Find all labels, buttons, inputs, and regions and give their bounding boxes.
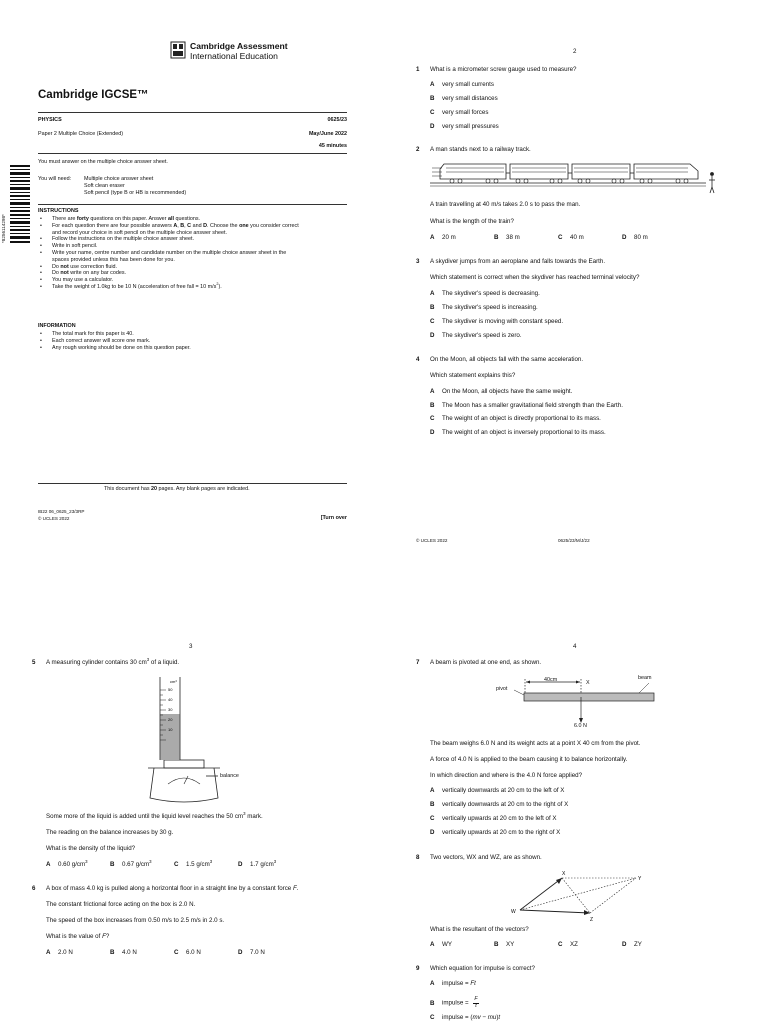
page-title: Cambridge IGCSE™ xyxy=(38,89,149,101)
option: B The Moon has a smaller gravitational field strength than the Earth. xyxy=(430,402,623,409)
information-item: • The total mark for this paper is 40. xyxy=(38,331,191,338)
cylinder-tick: 40 xyxy=(168,697,173,702)
option: C vertically upwards at 20 cm to the left of X xyxy=(430,815,557,822)
cambridge-crest-icon xyxy=(170,41,186,59)
option: C The skydiver is moving with constant speed. xyxy=(430,318,564,325)
question-number: 1 xyxy=(416,66,420,73)
answer-sheet-note: You must answer on the multiple choice answer sheet. xyxy=(38,159,168,165)
instruction-item: • Write your name, centre number and candidate number on the multiple choice answer sheet in the spaces provided unless this has been done for you. xyxy=(38,250,299,264)
question-number: 4 xyxy=(416,356,420,363)
divider xyxy=(38,483,347,484)
information-item: • Any rough working should be done on this question paper. xyxy=(38,345,191,352)
question-line: What is the length of the train? xyxy=(430,218,514,225)
question-text: A measuring cylinder contains 30 $cm^3$ of a liquid. xyxy=(46,656,180,666)
cylinder-tick: 30 xyxy=(168,707,173,712)
page-4 xyxy=(384,580,768,1024)
option: D ZY xyxy=(622,941,642,948)
logo-line-2: International Education xyxy=(190,51,278,61)
question-line: A force of 4.0 N is applied to the beam causing it to balance horizontally. xyxy=(430,756,628,763)
question-text: On the Moon, all objects fall with the same acceleration. xyxy=(430,356,584,363)
option: D The skydiver's speed is zero. xyxy=(430,332,522,339)
barcode-icon xyxy=(10,165,30,243)
cylinder-unit: cm³ xyxy=(170,679,177,684)
option: A The skydiver's speed is decreasing. xyxy=(430,290,540,297)
question-text: A man stands next to a railway track. xyxy=(430,146,531,153)
option: B 0.67 $g/cm^3$ xyxy=(110,858,152,868)
need-item: Multiple choice answer sheet xyxy=(84,176,154,182)
information-list xyxy=(38,331,191,351)
option: B 4.0 N xyxy=(110,949,137,956)
vector-label-x: X xyxy=(562,871,566,877)
logo-line-1: Cambridge Assessment xyxy=(190,41,288,51)
beam-label: beam xyxy=(638,675,652,681)
instruction-item: • Do not use correction fluid. xyxy=(38,264,299,271)
cover-page xyxy=(0,0,384,560)
question-line: Which statement is correct when the skydiver has reached terminal velocity? xyxy=(430,274,640,281)
option: C The weight of an object is directly proportional to its mass. xyxy=(430,415,601,422)
point-x-label: X xyxy=(586,680,590,686)
instruction-item: • There are forty questions on this paper. Answer all questions. xyxy=(38,216,299,223)
vector-label-z: Z xyxy=(590,917,594,922)
subject: PHYSICS xyxy=(38,117,62,123)
option: C 40 m xyxy=(558,234,584,241)
question-line: Which statement explains this? xyxy=(430,372,516,379)
question-text: Which equation for impulse is correct? xyxy=(430,965,535,972)
option: D 1.7 $g/cm^3$ xyxy=(238,858,277,868)
divider xyxy=(38,153,347,154)
instruction-item: • Follow the instructions on the multiple choice answer sheet. xyxy=(38,236,299,243)
option: B XY xyxy=(494,941,515,948)
question-line: What is the resultant of the vectors? xyxy=(430,926,529,933)
need-item: Soft clean eraser xyxy=(84,183,125,189)
question-line: What is the density of the liquid? xyxy=(46,845,136,852)
option: A very small currents xyxy=(430,81,494,88)
information-item: • Each correct answer will score one mark. xyxy=(38,338,191,345)
question-text: A box of mass 4.0 kg is pulled along a horizontal floor in a straight line by a constant force F. xyxy=(46,885,299,892)
instruction-item: • Take the weight of 1.0kg to be 10 N (acceleration of free fall = 10 $m/s^2$). xyxy=(38,284,299,291)
option: B impulse = $\frac{F}{t}$ xyxy=(430,996,478,1009)
question-line: A train travelling at 40 m/s takes 2.0 s to pass the man. xyxy=(430,201,581,208)
turn-over: [Turn over xyxy=(320,515,347,521)
question-number: 7 xyxy=(416,659,420,666)
question-text: Two vectors, WX and WZ, are as shown. xyxy=(430,854,542,861)
instruction-item: • Do not write on any bar codes. xyxy=(38,270,299,277)
question-text: What is a micrometer screw gauge used to measure? xyxy=(430,66,577,73)
cylinder-tick: 20 xyxy=(168,717,173,722)
question-line: The speed of the box increases from 0.50 m/s to 2.5 m/s in 2.0 s. xyxy=(46,917,225,924)
syllabus-code: 0625/23 xyxy=(327,117,347,123)
question-text: A beam is pivoted at one end, as shown. xyxy=(430,659,542,666)
train-diagram xyxy=(428,159,720,195)
question-line: In which direction and where is the 4.0 N force applied? xyxy=(430,772,583,779)
session: May/June 2022 xyxy=(308,131,347,137)
option: A 20 m xyxy=(430,234,456,241)
option: C 6.0 N xyxy=(174,949,201,956)
instructions-list xyxy=(38,216,299,291)
question-number: 9 xyxy=(416,965,420,972)
instruction-item: • Write in soft pencil. xyxy=(38,243,299,250)
vector-label-y: Y xyxy=(638,876,642,882)
option: B vertically downwards at 20 cm to the right of X xyxy=(430,801,569,808)
cylinder-tick: 50 xyxy=(168,687,173,692)
vector-label-w: W xyxy=(511,909,516,915)
option: A 0.60 $g/cm^3$ xyxy=(46,858,88,868)
option: A 2.0 N xyxy=(46,949,73,956)
page-number: 4 xyxy=(573,643,577,650)
instructions-heading: INSTRUCTIONS xyxy=(38,208,79,214)
question-number: 5 xyxy=(32,659,36,666)
option: C impulse = (mv − mu)t xyxy=(430,1014,501,1021)
barcode-text: *8256114298* xyxy=(1,214,6,243)
page-number: 2 xyxy=(573,48,577,55)
vector-diagram xyxy=(504,868,654,922)
pivot-label: pivot xyxy=(496,686,508,692)
question-line: What is the value of F? xyxy=(46,933,110,940)
page-number: 3 xyxy=(189,643,193,650)
question-number: 3 xyxy=(416,258,420,265)
measuring-cylinder-diagram xyxy=(140,672,250,808)
question-line: The constant frictional force acting on the box is 2.0 N. xyxy=(46,901,196,908)
divider xyxy=(38,112,347,113)
option: B very small distances xyxy=(430,95,498,102)
question-line: The reading on the balance increases by 30 g. xyxy=(46,829,174,836)
option: A On the Moon, all objects have the same weight. xyxy=(430,388,573,395)
option: A impulse = Ft xyxy=(430,980,476,987)
option: D 80 m xyxy=(622,234,648,241)
option: C 1.5 $g/cm^3$ xyxy=(174,858,213,868)
option: B The skydiver's speed is increasing. xyxy=(430,304,538,311)
instruction-item: • For each question there are four possible answers A, B, C and D. Choose the one you consider correct and record your choice in soft pencil on the multiple choice answer sheet. xyxy=(38,223,299,237)
you-will-need-label: You will need: xyxy=(38,176,72,182)
footer-code: 0625/23/M/J/22 xyxy=(558,538,590,543)
option: D very small pressures xyxy=(430,123,499,130)
page-2 xyxy=(384,0,768,560)
question-line: Some more of the liquid is added until the liquid level reaches the 50 $cm^3$ mark. xyxy=(46,810,263,820)
need-item: Soft pencil (type B or HB is recommended) xyxy=(84,190,187,196)
option: D 7.0 N xyxy=(238,949,265,956)
instruction-item: • You may use a calculator. xyxy=(38,277,299,284)
divider xyxy=(38,204,347,205)
question-number: 2 xyxy=(416,146,420,153)
question-number: 6 xyxy=(32,885,36,892)
copyright: © UCLES 2022 xyxy=(416,538,448,543)
balance-label: balance xyxy=(220,773,239,779)
option: A WY xyxy=(430,941,452,948)
option: C very small forces xyxy=(430,109,489,116)
question-text: A skydiver jumps from an aeroplane and falls towards the Earth. xyxy=(430,258,606,265)
force-label: 6.0 N xyxy=(574,723,587,729)
page-3 xyxy=(0,580,384,1024)
option: A vertically downwards at 20 cm to the left of X xyxy=(430,787,565,794)
question-line: The beam weighs 6.0 N and its weight acts at a point X 40 cm from the pivot. xyxy=(430,740,641,747)
information-heading: INFORMATION xyxy=(38,323,76,329)
distance-label: 40cm xyxy=(544,677,558,683)
question-number: 8 xyxy=(416,854,420,861)
cylinder-tick: 10 xyxy=(168,727,173,732)
pages-note: This document has 20 pages. Any blank pages are indicated. xyxy=(104,486,250,492)
option: C XZ xyxy=(558,941,578,948)
option: D The weight of an object is inversely proportional to its mass. xyxy=(430,429,606,436)
duration: 45 minutes xyxy=(318,143,347,149)
paper-name: Paper 2 Multiple Choice (Extended) xyxy=(38,131,124,137)
reference-code: IB22 06_0625_23/3RP xyxy=(38,509,85,514)
option: B 38 m xyxy=(494,234,520,241)
copyright: © UCLES 2022 xyxy=(38,516,70,521)
option: D vertically upwards at 20 cm to the right of X xyxy=(430,829,561,836)
